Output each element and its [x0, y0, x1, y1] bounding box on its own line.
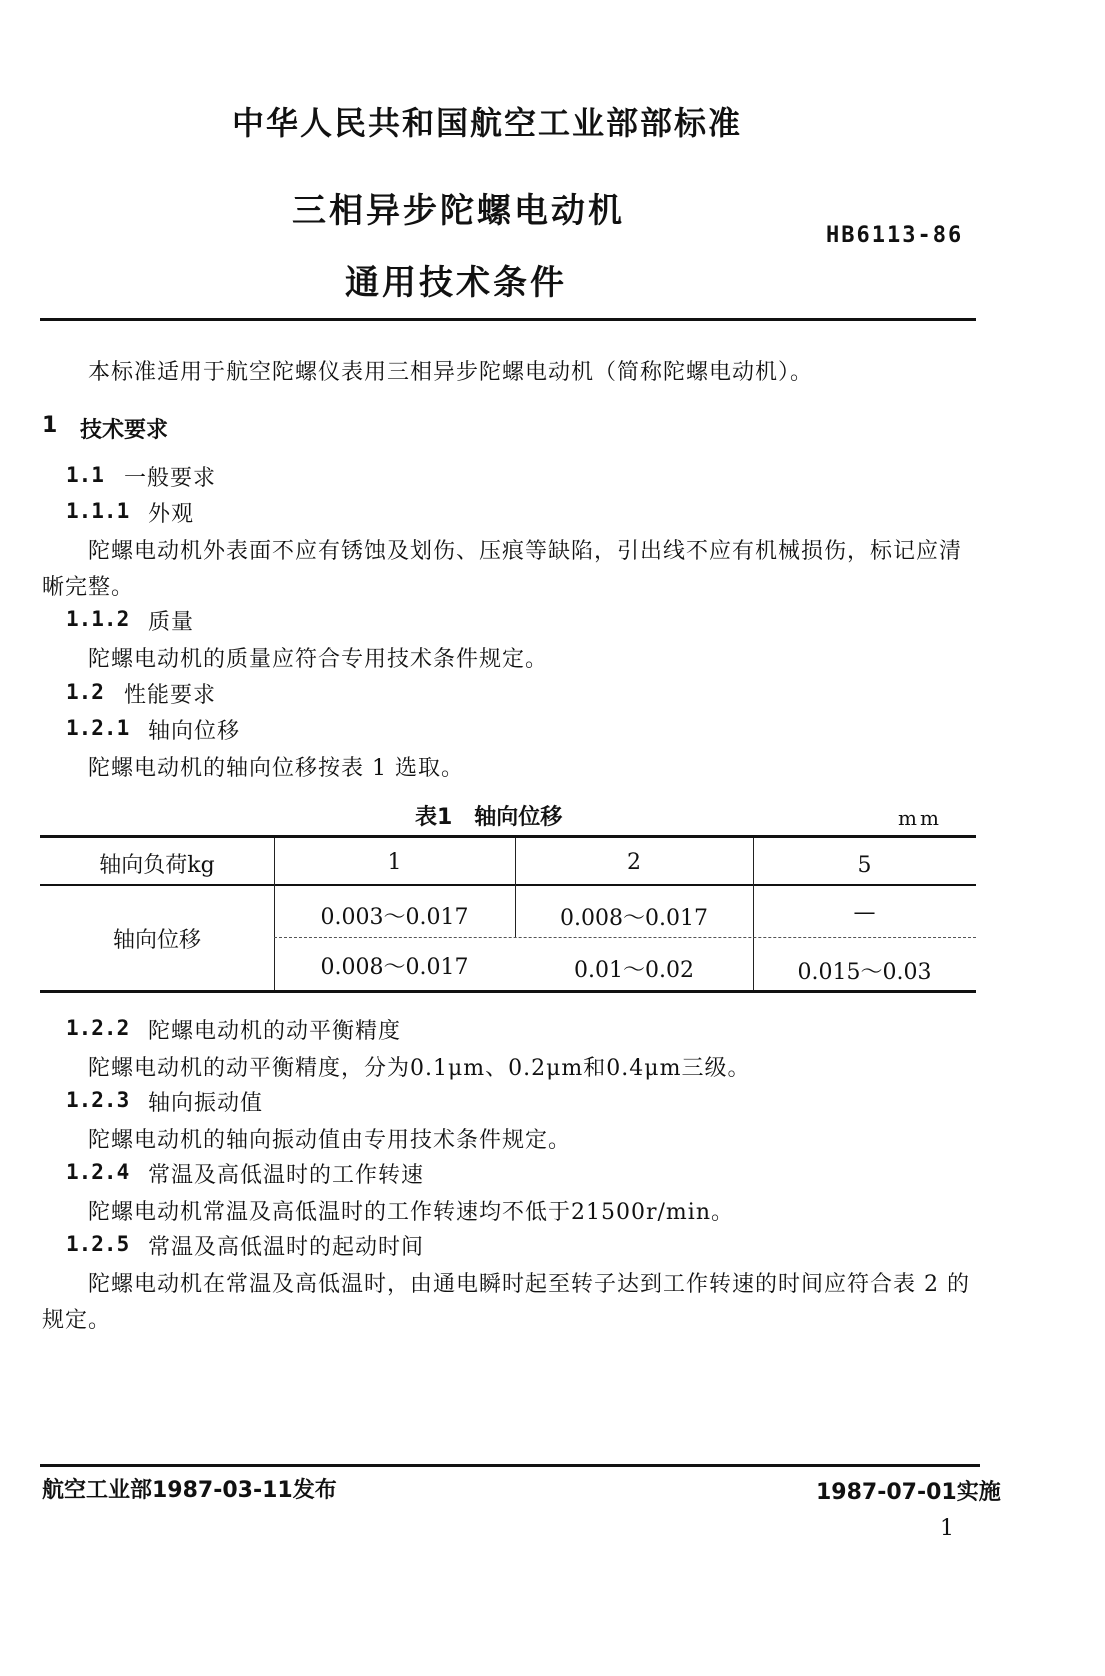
table-row-divider — [274, 937, 976, 938]
table-1-unit: mm — [898, 806, 942, 830]
table-cell: 0.01～0.02 — [574, 958, 694, 983]
section-1-2-1-text: 陀螺电动机的轴向位移按表 1 选取。 — [88, 756, 464, 781]
section-1-2-5-title: 常温及高低温时的起动时间 — [148, 1235, 425, 1260]
section-1-number: 1 — [42, 413, 58, 438]
effective-date: 1987-07-01实施 — [816, 1480, 1001, 1505]
table-cell: 0.015～0.03 — [797, 960, 932, 985]
section-1-1-2-number: 1.1.2 — [66, 607, 130, 631]
table-header-load: 1 — [387, 850, 402, 875]
header-rule — [40, 318, 976, 321]
section-1-2-5-number: 1.2.5 — [66, 1232, 130, 1256]
table-cell: 0.008～0.017 — [320, 955, 469, 980]
section-1-2-3-number: 1.2.3 — [66, 1088, 130, 1112]
section-1-2-5-text-line2: 规定。 — [42, 1308, 112, 1333]
section-1-1-2-title: 质量 — [148, 610, 195, 635]
intro-text: 本标准适用于航空陀螺仪表用三相异步陀螺电动机（简称陀螺电动机）。 — [88, 360, 814, 385]
document-title-line2: 通用技术条件 — [345, 263, 567, 303]
table-header-load: 5 — [857, 853, 872, 878]
section-1-2-3-title: 轴向振动值 — [148, 1091, 264, 1116]
table-header-rule — [40, 884, 976, 886]
section-1-2-2-text: 陀螺电动机的动平衡精度，分为0.1μm、0.2μm和0.4μm三级。 — [88, 1056, 751, 1081]
table-cell: 0.003～0.017 — [320, 905, 469, 930]
section-1-2-2-title: 陀螺电动机的动平衡精度 — [148, 1019, 402, 1044]
section-1-2-1-title: 轴向位移 — [148, 719, 241, 744]
section-1-2-3-text: 陀螺电动机的轴向振动值由专用技术条件规定。 — [88, 1128, 572, 1153]
table-row-label: 轴向位移 — [112, 928, 201, 953]
section-1-title: 技术要求 — [80, 418, 169, 443]
section-1-2-number: 1.2 — [66, 680, 104, 704]
section-1-1-2-text: 陀螺电动机的质量应符合专用技术条件规定。 — [88, 647, 549, 672]
section-1-1-1-number: 1.1.1 — [66, 499, 130, 523]
section-1-2-title: 性能要求 — [124, 683, 217, 708]
section-1-1-1-title: 外观 — [148, 502, 195, 527]
section-1-2-1-number: 1.2.1 — [66, 716, 130, 740]
section-1-2-5-text-line1: 陀螺电动机在常温及高低温时，由通电瞬时起至转子达到工作转速的时间应符合表 2 的 — [88, 1272, 970, 1297]
section-1-2-4-text: 陀螺电动机常温及高低温时的工作转速均不低于21500r/min。 — [88, 1200, 734, 1225]
table-cell: 0.008～0.017 — [560, 906, 708, 931]
section-1-1-title: 一般要求 — [124, 466, 217, 491]
section-1-1-1-text-line1: 陀螺电动机外表面不应有锈蚀及划伤、压痕等缺陷，引出线不应有机械损伤，标记应清 — [88, 539, 963, 564]
table-header-load: 2 — [627, 850, 641, 875]
document-title-line1: 三相异步陀螺电动机 — [292, 191, 625, 231]
footer-rule — [40, 1464, 980, 1467]
section-1-2-2-number: 1.2.2 — [66, 1016, 130, 1040]
section-1-2-4-title: 常温及高低温时的工作转速 — [148, 1163, 425, 1188]
standard-code: HB6113-86 — [826, 223, 964, 248]
section-1-2-4-number: 1.2.4 — [66, 1160, 130, 1184]
table-1-caption: 表1 轴向位移 — [415, 805, 563, 830]
issue-date: 航空工业部1987-03-11发布 — [42, 1478, 337, 1503]
table-top-rule — [40, 835, 976, 838]
issuing-authority: 中华人民共和国航空工业部部标准 — [232, 104, 743, 142]
section-1-1-1-text-line2: 晰完整。 — [42, 575, 135, 600]
page-number: 1 — [940, 1516, 954, 1541]
table-cell: — — [853, 900, 876, 925]
section-1-1-number: 1.1 — [66, 463, 104, 487]
table-bottom-rule — [40, 990, 976, 993]
table-header-label: 轴向负荷kg — [99, 853, 215, 878]
